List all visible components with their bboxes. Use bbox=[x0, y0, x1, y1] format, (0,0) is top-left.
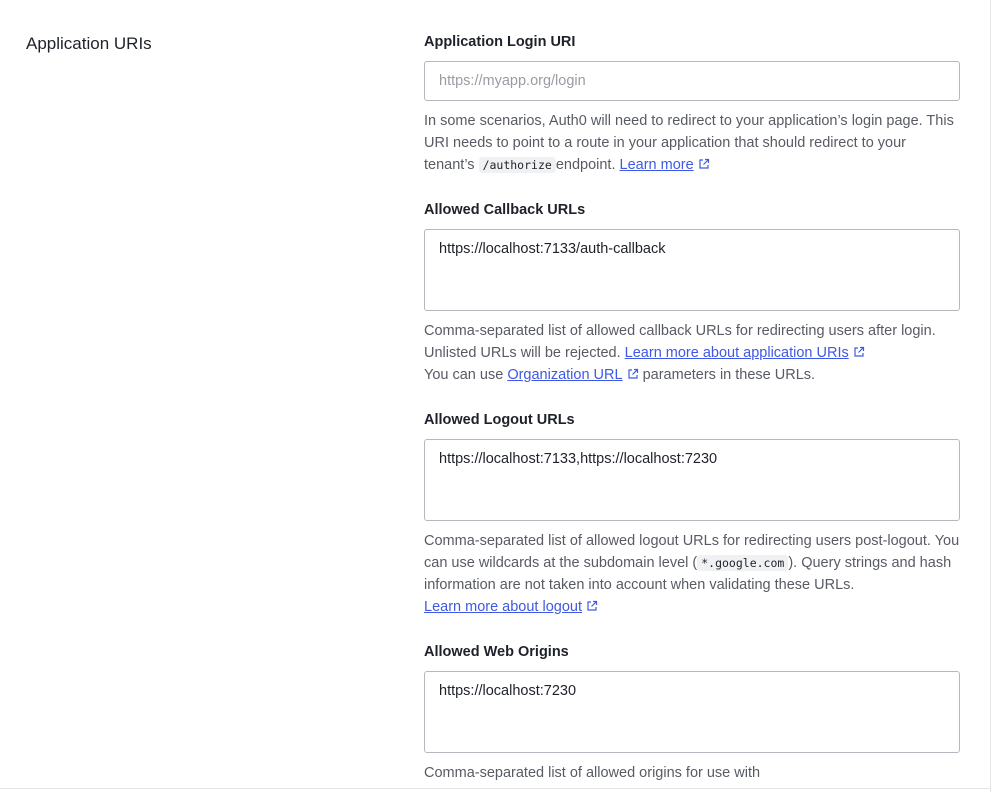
callback-urls-help: Comma-separated list of allowed callback URLs for redirecting users after login. Unlisted URLs will be rejected. Learn more about application URIs You can use Organization URL parameters in these URLs. bbox=[424, 323, 936, 383]
external-link-icon bbox=[853, 346, 865, 358]
external-link-icon bbox=[698, 158, 710, 170]
logout-urls-field bbox=[424, 410, 960, 618]
logout-urls-help: Comma-separated list of allowed logout URLs for redirecting users post-logout. You can use wildcards at the subdomain level ( *.google.com ). Query strings and hash information are not taken into account when validating these URLs. Learn more about logout bbox=[424, 533, 960, 615]
learn-more-link[interactable]: Learn more bbox=[619, 157, 694, 173]
web-origins-textarea[interactable] bbox=[424, 671, 960, 753]
callback-urls-field bbox=[424, 200, 960, 386]
callback-urls-textarea[interactable] bbox=[424, 229, 960, 311]
external-link-icon bbox=[627, 368, 639, 380]
login-uri-help: In some scenarios, Auth0 will need to redirect to your application’s login page. This URI needs to point to a route in your application that should redirect to your tenant’s /authorize endpoint. Learn more bbox=[424, 113, 954, 173]
authorize-code: /authorize bbox=[479, 157, 556, 173]
application-uris-form bbox=[424, 32, 960, 784]
web-origins-help: Comma-separated list of allowed origins for use with bbox=[424, 765, 761, 781]
logout-urls-textarea[interactable] bbox=[424, 439, 960, 521]
organization-url-link[interactable]: Organization URL bbox=[507, 367, 623, 383]
callback-urls-label: Allowed Callback URLs bbox=[424, 202, 586, 218]
wildcard-code: *.google.com bbox=[697, 555, 788, 571]
external-link-icon bbox=[586, 600, 598, 612]
login-uri-label: Application Login URI bbox=[424, 34, 576, 50]
bottom-divider bbox=[0, 788, 990, 789]
learn-more-application-uris-link[interactable]: Learn more about application URIs bbox=[624, 345, 849, 361]
web-origins-field bbox=[424, 642, 960, 784]
login-uri-field bbox=[424, 32, 960, 176]
section-title: Application URIs bbox=[26, 34, 152, 53]
login-uri-input[interactable] bbox=[424, 61, 960, 101]
web-origins-label: Allowed Web Origins bbox=[424, 644, 569, 660]
learn-more-logout-link[interactable]: Learn more about logout bbox=[424, 599, 582, 615]
logout-urls-label: Allowed Logout URLs bbox=[424, 412, 575, 428]
scroll-divider bbox=[990, 0, 991, 792]
